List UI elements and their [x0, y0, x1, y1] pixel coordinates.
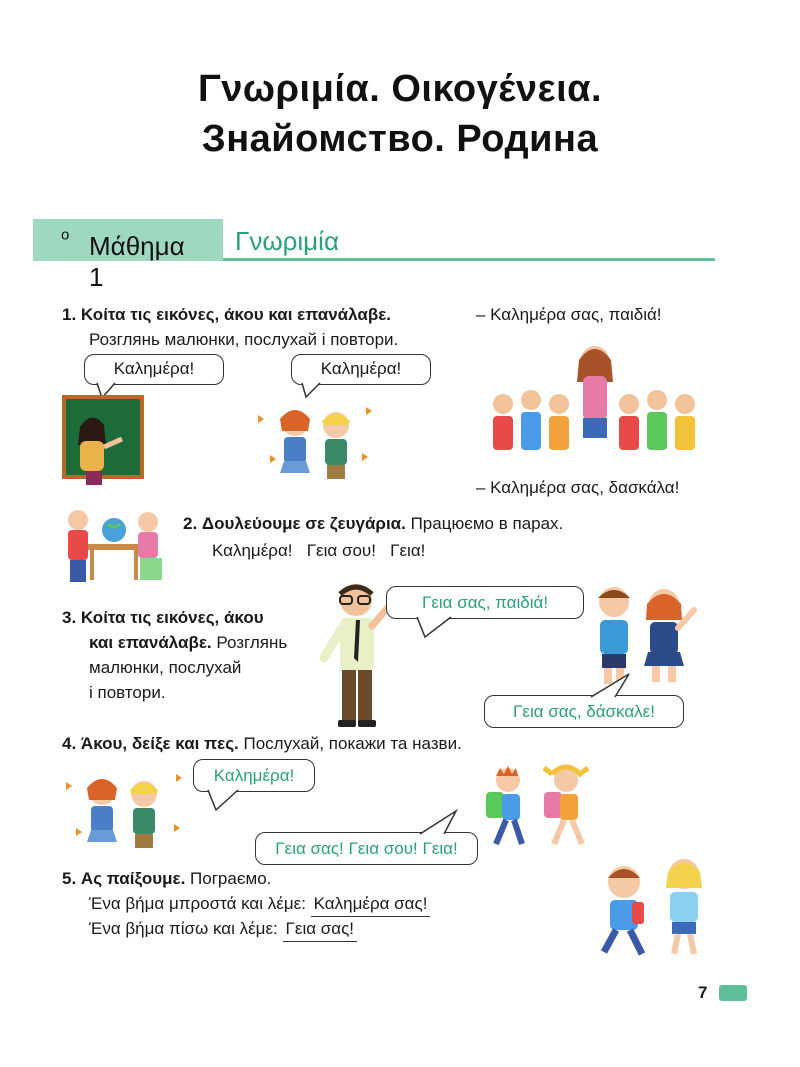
ex5-line1	[89, 892, 430, 917]
bubble-tail	[416, 811, 466, 835]
bubble-tail	[585, 674, 635, 698]
ex2-phrase: Γεια!	[390, 541, 426, 560]
ex4-greek: Άκου, δείξε και πες.	[80, 734, 239, 753]
page-title-line2: Знайомство. Родина	[201, 118, 599, 160]
ex1-bubble-b-text: Καλημέρα!	[320, 359, 402, 378]
ex5-number: 5.	[62, 869, 77, 888]
bubble-tail	[204, 790, 244, 812]
ex1-bubble-a-text: Καλημέρα!	[113, 359, 195, 378]
teacher-chalkboard-illustration	[62, 395, 146, 487]
ex5-line1-prefix: Ένα βήμα μπροστά και λέμε:	[89, 894, 306, 913]
kids-autumn-illustration	[250, 395, 380, 487]
ex2-ukrainian: Працюємо в парах.	[410, 514, 564, 533]
ex1-bubble-b	[291, 354, 431, 385]
ex2-instruction	[183, 512, 563, 536]
ex1-number: 1.	[62, 305, 77, 324]
page-title-line1: Γνωριμία. Οικογένεια.	[197, 68, 603, 110]
ex2-phrase: Καλημέρα!	[212, 541, 293, 560]
ex5-line2-prefix: Ένα βήμα πίσω και λέμε:	[89, 919, 278, 938]
ex3-bubble-teacher	[386, 586, 584, 619]
ex3-ukrainian-2: малюнки, послухай	[89, 658, 242, 677]
ex3-bubble-kids-text: Γεια σας, δάσκαλε!	[513, 702, 655, 721]
ex2-number: 2.	[183, 514, 198, 533]
ex4-bubble-a	[193, 759, 315, 792]
ex3-line2	[89, 631, 287, 655]
ex5-answer-2: Γεια σας!	[283, 917, 358, 942]
lesson-underline	[223, 258, 715, 261]
lesson-name: Γνωριμία	[235, 226, 339, 256]
ex2-phrase: Γεια σου!	[306, 541, 376, 560]
page-number-marker	[719, 985, 747, 1001]
kids-autumn-illustration-2	[62, 764, 192, 860]
kids-running-illustration	[478, 764, 608, 854]
ex3-greek-1: Κοίτα τις εικόνες, άκου	[80, 608, 264, 627]
ex5-answer-1: Καλημέρα σας!	[311, 892, 431, 917]
ex2-phrases	[212, 539, 425, 563]
ex3-bubble-kids	[484, 695, 684, 728]
ex4-number: 4.	[62, 734, 77, 753]
pair-work-illustration	[62, 500, 166, 586]
teacher-class-illustration	[487, 338, 707, 468]
kids-walking-illustration	[592, 852, 720, 962]
ex5-ukrainian: Пограємо.	[190, 869, 272, 888]
ex4-bubble-b-text: Γεια σας! Γεια σου! Γεια!	[275, 839, 458, 858]
ex5-instruction	[62, 867, 271, 891]
kids-waving-illustration	[584, 580, 700, 688]
ex3-ukrainian-3: і повтори.	[89, 683, 166, 702]
ex4-ukrainian: Послухай, покажи та назви.	[243, 734, 462, 753]
ex4-bubble-a-text: Καλημέρα!	[213, 766, 295, 785]
ex1-greek: Κοίτα τις εικόνες, άκου και επανάλαβε.	[80, 305, 391, 324]
ex1-ukrainian: Розглянь малюнки, послухай і повтори.	[89, 330, 399, 349]
ex5-greek: Ας παίξουμε.	[80, 869, 186, 888]
ex1-teacher-line: – Καλημέρα σας, παιδιά!	[476, 305, 662, 324]
lesson-number-box	[33, 219, 223, 292]
page-number: 7	[698, 983, 708, 1002]
lesson-label: Μάθημα 1	[89, 231, 185, 292]
bubble-tail	[407, 617, 457, 639]
ex3-line1	[62, 606, 264, 630]
ex3-greek-2: και επανάλαβε.	[89, 633, 212, 652]
ex3-number: 3.	[62, 608, 77, 627]
ex4-instruction	[62, 732, 462, 756]
ex3-ukrainian-1: Розглянь	[216, 633, 288, 652]
ex1-kids-line: – Καλημέρα σας, δασκάλα!	[476, 478, 680, 497]
ex3-bubble-teacher-text: Γεια σας, παιδιά!	[421, 593, 549, 612]
ex4-bubble-b	[255, 832, 478, 865]
ex1-bubble-a	[84, 354, 224, 385]
ex1-instruction	[62, 303, 391, 327]
ex5-line2	[89, 917, 357, 942]
lesson-ordinal: ο	[61, 226, 70, 244]
lesson-header	[33, 219, 715, 292]
ex2-greek: Δουλεύουμε σε ζευγάρια.	[201, 514, 406, 533]
